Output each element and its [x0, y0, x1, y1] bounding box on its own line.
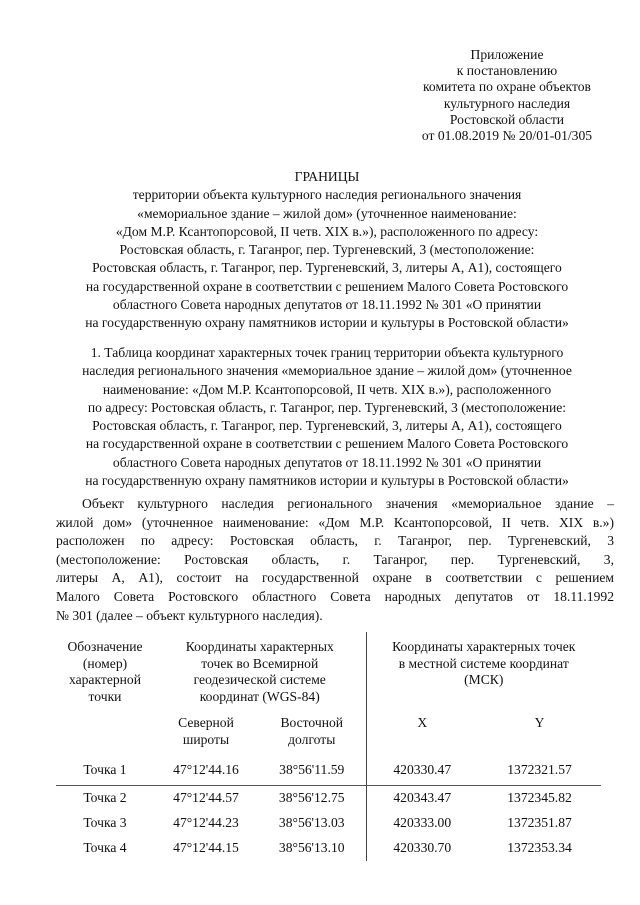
header-text: точек во Всемирной: [201, 655, 319, 671]
header-text: (МСК): [464, 672, 504, 688]
header-text: долготы: [288, 731, 336, 747]
section-line: наименование: «Дом М.Р. Ксантопорсовой, II четв. XIX в.»), расположенного: [102, 381, 552, 397]
y-cell: 1372345.82: [507, 790, 572, 806]
header-text: Координаты характерных: [185, 639, 334, 654]
appendix-line: от 01.08.2019 № 20/01-01/305: [421, 128, 593, 144]
appendix-line: Приложение: [470, 47, 544, 62]
header-text: Обозначение: [67, 639, 143, 654]
appendix-line: культурного наследия: [443, 95, 571, 111]
section-line: областного Совета народных депутатов от 18.11.1992 № 301 «О принятии: [112, 454, 542, 470]
appendix-header: [404, 47, 610, 144]
table-row: [56, 786, 601, 812]
paragraph-line: литеры А, А1), состоит на государственной охране в соответствии с решением: [56, 570, 614, 586]
x-cell: 420343.47: [366, 786, 478, 812]
body-paragraph: [56, 495, 614, 625]
header-text: координат (WGS-84): [199, 688, 320, 704]
paragraph-line: Малого Совета Ростовского областного Совета народных депутатов от 18.11.1992: [56, 588, 614, 604]
title-line: Ростовская область, г. Таганрог, пер. Тургеневский, 3 (местоположение:: [119, 242, 535, 258]
latitude-cell: 47°12'44.57: [173, 790, 239, 806]
title-line: «Дом М.Р. Ксантопорсовой, II четв. XIX в.»), расположенного по адресу:: [115, 223, 539, 239]
document-title: [40, 168, 614, 333]
x-cell: 420330.47: [366, 755, 478, 786]
paragraph-line: расположен по адресу: Ростовская область, г. Таганрог, пер. Тургеневский, 3: [56, 533, 614, 549]
paragraph-line: № 301 (далее – объект культурного наследия).: [56, 607, 323, 623]
header-text: характерной: [68, 672, 142, 688]
header-text: Координаты характерных точек: [392, 639, 576, 654]
y-cell: 1372353.34: [507, 840, 572, 856]
y-cell: 1372351.87: [507, 815, 572, 831]
table-row: [56, 811, 601, 836]
section-line: наследия регионального значения «мемориальное здание – жилой дом» (уточненное: [82, 363, 572, 379]
section-line: на государственную охрану памятников истории и культуры в Ростовской области»: [85, 473, 569, 489]
table-row: [56, 755, 601, 786]
longitude-cell: 38°56'11.59: [258, 755, 366, 786]
title-line: Ростовская область, г. Таганрог, пер. Тургеневский, 3, литеры А, А1), состоящего: [92, 260, 562, 276]
x-cell: 420333.00: [366, 811, 478, 836]
table-row: [56, 836, 601, 861]
header-text: точки: [88, 688, 122, 704]
paragraph-line: (местоположение: Ростовская область, г. Таганрог, пер. Тургеневский, 3,: [56, 551, 614, 567]
appendix-line: Ростовской области: [449, 111, 565, 127]
point-name: Точка 3: [83, 815, 127, 831]
y-cell: 1372321.57: [478, 755, 601, 786]
header-text: геодезической системе: [193, 672, 326, 688]
section-line: по адресу: Ростовская область, г. Таганрог, пер. Тургеневский, 3 (местоположение:: [87, 399, 567, 415]
header-wgs84: [154, 632, 366, 715]
header-latitude: [154, 715, 258, 755]
latitude-cell: 47°12'44.16: [154, 755, 258, 786]
section-line: Ростовская область, г. Таганрог, пер. Тургеневский, 3, литеры А, А1), состоящего: [92, 418, 562, 434]
section-1-heading: [40, 344, 614, 490]
longitude-cell: 38°56'12.75: [278, 790, 345, 806]
title-line: на государственной охране в соответствии с решением Малого Совета Ростовского: [85, 278, 569, 294]
table-header-row: [56, 632, 601, 715]
appendix-line: к постановлению: [456, 63, 558, 79]
latitude-cell: 47°12'44.23: [173, 815, 239, 831]
longitude-cell: 38°56'13.10: [278, 840, 345, 856]
header-x: X: [366, 715, 478, 755]
header-text: Северной: [178, 715, 234, 730]
title-line: на государственную охрану памятников истории и культуры в Ростовской области»: [85, 315, 569, 331]
section-line: на государственной охране в соответствии с решением Малого Совета Ростовского: [85, 436, 569, 452]
header-msk: [366, 632, 601, 715]
title-heading: ГРАНИЦЫ: [294, 169, 360, 184]
header-longitude: [258, 715, 366, 755]
header-text: Восточной: [280, 715, 344, 730]
header-text: широты: [182, 731, 230, 747]
x-cell: 420330.70: [366, 836, 478, 861]
title-line: «мемориальное здание – жилой дом» (уточненное наименование:: [137, 205, 517, 221]
latitude-cell: 47°12'44.15: [173, 840, 239, 856]
title-line: областного Совета народных депутатов от 18.11.1992 № 301 «О принятии: [112, 297, 542, 313]
header-text: (номер): [82, 655, 128, 671]
header-text: в местной системе координат: [398, 655, 569, 671]
longitude-cell: 38°56'13.03: [278, 815, 345, 831]
title-line: территории объекта культурного наследия регионального значения: [132, 187, 522, 203]
point-name: Точка 2: [83, 790, 127, 806]
point-name: Точка 1: [56, 755, 154, 786]
appendix-line: комитета по охране объектов: [423, 79, 591, 95]
paragraph-line: жилой дом» (уточненное наименование: «Дом М.Р. Ксантопорсовой, II четв. XIX в.»): [56, 514, 614, 530]
coordinates-table: [56, 632, 601, 861]
point-name: Точка 4: [83, 840, 127, 856]
header-y: Y: [534, 715, 545, 730]
paragraph-line: Объект культурного наследия регионального значения «мемориальное здание –: [82, 496, 614, 511]
section-line: 1. Таблица координат характерных точек границ территории объекта культурного: [90, 345, 564, 360]
header-point-name: [56, 632, 154, 755]
